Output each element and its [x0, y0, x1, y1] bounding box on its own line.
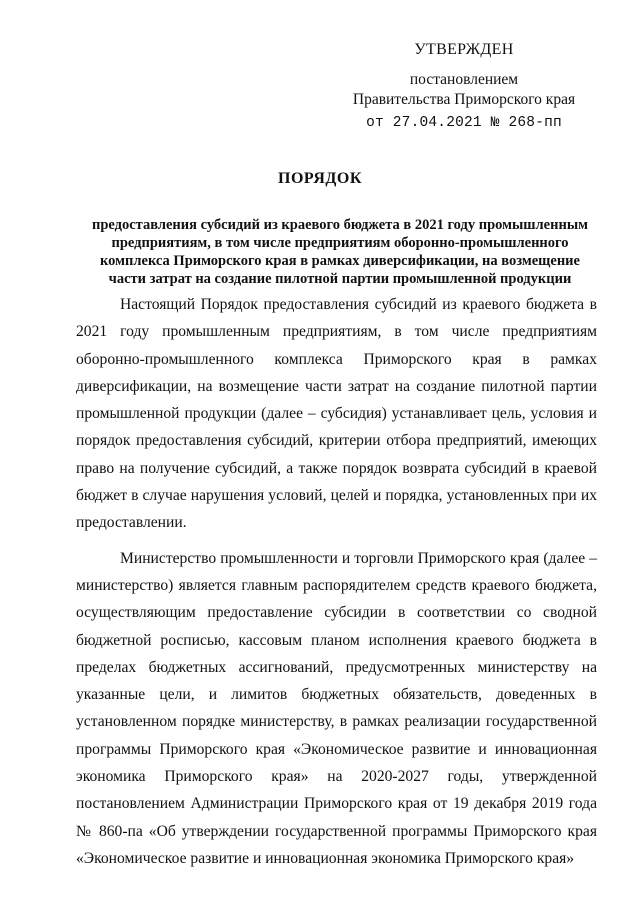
document-subtitle: предоставления субсидий из краевого бюджета в 2021 году промышленным предприятиям, в том числе предприятиям оборонно-промышленного комплекса Приморского края в рамках диверсификации, на возмещение части затрат на создание пилотной партии промышленной продукции [91, 217, 589, 287]
approval-line-1: постановлением [409, 71, 519, 88]
document-body [76, 291, 597, 872]
body-paragraph: Министерство промышленности и торговли Приморского края (далее – министерство) является главным распорядителем средств краевого бюджета, осуществляющим предоставление субсидии в соответствии со сводной бюджетной росписью, кассовым планом исполнения краевого бюджета в пределах бюджетных ассигнований, предусмотренных министерству на указанные цели, и лимитов бюджетных обязательств, доведенных в установленном порядке министерству, в рамках реализации государственной программы Приморского края «Экономическое развитие и инновационная экономика Приморского края» на 2020-2027 годы, утвержденной постановлением Администрации Приморского края от 19 декабря 2019 года № 860-па «Об утверждении государственной программы Приморского края «Экономическое развитие и инновационная экономика Приморского края» [76, 549, 597, 867]
approval-stamp: УТВЕРЖДЕН [414, 41, 514, 58]
approval-block [334, 40, 594, 133]
approval-line-2: Правительства Приморского края [352, 91, 576, 108]
document-title: ПОРЯДОК [278, 170, 362, 187]
body-paragraph: Настоящий Порядок предоставления субсидий из краевого бюджета в 2021 году промышленным предприятиям, в том числе предприятиям оборонно-промышленного комплекса Приморского края в рамках диверсификации, на возмещение части затрат на создание пилотной партии промышленной продукции (далее – субсидия) устанавливает цель, условия и порядок предоставления субсидий, критерии отбора предприятий, имеющих право на получение субсидий, а также порядок возврата субсидий в краевой бюджет в случае нарушения условий, целей и порядка, установленных при их предоставлении. [76, 296, 597, 532]
registration-number: от 27.04.2021 № 268-пп [366, 115, 562, 131]
